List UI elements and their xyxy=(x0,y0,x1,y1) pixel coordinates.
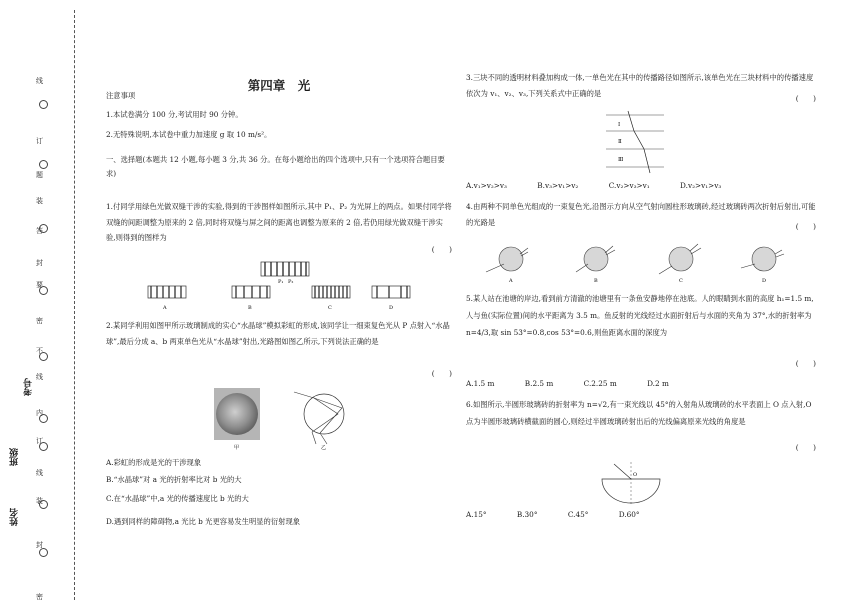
q6-option-d: D.60° xyxy=(618,510,640,519)
binding-hole-icon xyxy=(39,548,48,557)
binding-char: 内 xyxy=(36,409,43,417)
field-exam-number: 考号 xyxy=(24,378,34,396)
q3-option-c: C.v₂>v₃>v₁ xyxy=(608,181,650,190)
answer-paren-6: ( ) xyxy=(795,443,816,452)
q3-options xyxy=(466,180,749,191)
q2-label-jia: 甲 xyxy=(234,445,240,451)
binding-char: 线 xyxy=(36,77,43,85)
answer-paren-3: ( ) xyxy=(795,94,816,103)
binding-char: 封 xyxy=(36,259,43,267)
notice-heading: 注意事项 xyxy=(106,91,136,100)
layer-3: Ⅲ xyxy=(618,157,624,163)
q5-option-a: A.1.5 m xyxy=(466,379,495,388)
binding-hole-icon xyxy=(39,442,48,451)
q1-label-d: D xyxy=(389,305,394,311)
q6-figure xyxy=(596,462,666,504)
binding-char: 线 xyxy=(36,373,43,381)
question-6-text: 6.如图所示,半圆形玻璃砖的折射率为 n=√2,有一束光线以 45°的入射角从玻璃砖的水平表面上 O 点入射,O 点为半圆形玻璃砖横截面的圆心,则经过半圆玻璃砖射出后的光线偏离原来光线的角度是 xyxy=(466,400,812,426)
binding-hole-icon xyxy=(39,224,48,233)
q5-option-c: C.2.25 m xyxy=(583,379,617,388)
binding-char: 订 xyxy=(36,137,43,145)
q3-option-b: B.v₃>v₁>v₂ xyxy=(537,181,579,190)
binding-char: 密 xyxy=(36,593,43,601)
q1-original-pattern xyxy=(261,262,309,285)
binding-char: 不 xyxy=(36,347,43,355)
q6-option-a: A.15° xyxy=(466,510,487,519)
binding-hole-icon xyxy=(39,100,48,109)
binding-char: 题 xyxy=(36,171,43,179)
q1-figure xyxy=(106,262,452,310)
layer-2: Ⅱ xyxy=(618,139,622,145)
binding-char: 密 xyxy=(36,317,43,325)
binding-char: 订 xyxy=(36,437,43,445)
section-heading: 一、选择题(本题共 12 小题,每小题 3 分,共 36 分。在每小题给出的四个选项中,只有一个选项符合题目要求) xyxy=(106,155,445,178)
binding-hole-icon xyxy=(39,286,48,295)
q2-option-b: B.“水晶球”对 a 光的折射率比对 b 光的大 xyxy=(106,475,242,484)
binding-char: 装 xyxy=(36,197,43,205)
binding-char: 线 xyxy=(36,469,43,477)
q6-option-c: C.45° xyxy=(567,510,589,519)
binding-char: 要 xyxy=(36,281,43,289)
binding-char: 封 xyxy=(36,541,43,549)
binding-hole-icon xyxy=(39,352,48,361)
field-class: 班级 xyxy=(10,448,20,466)
q1-label-a: A xyxy=(163,305,167,311)
q3-option-a: A.v₁>v₂>v₃ xyxy=(466,181,507,190)
binding-char: 装 xyxy=(36,497,43,505)
notice-2: 2.无特殊说明,本试卷中重力加速度 g 取 10 m/s²。 xyxy=(106,130,272,139)
q2-option-d: D.遇到同样的障碍物,a 光比 b 光更容易发生明显的衍射现象 xyxy=(106,517,301,526)
binding-hole-icon xyxy=(39,414,48,423)
q3-option-d: D.v₂>v₁>v₃ xyxy=(680,181,722,190)
question-2-text: 2.某同学利用如图甲所示玻璃制成的实心“水晶球”模拟彩虹的形成,该同学让一细束复色光从 P 点射入“水晶球”,最后分成 a、b 两束单色光从“水晶球”射出,光路图如图乙所示,下列说法正确的是 xyxy=(106,321,450,346)
q2-label-yi: 乙 xyxy=(321,445,327,451)
question-5-text: 5.某人站在池塘的岸边,看到前方清澈的池塘里有一条鱼安静地停在池底。人的眼睛到水面的高度 h₁=1.5 m,人与鱼(实际位置)间的水平距离为 3.5 m。鱼反射的光线经过水面折射后与水面的夹角为 37°,水的折射率为 n=4/3,取 sin 53°=0.8,cos 53°=0.6,则鱼距离水面的深度为 xyxy=(466,294,814,337)
q1-p1: P₁ xyxy=(278,279,284,285)
answer-paren-2: ( ) xyxy=(431,369,452,378)
binding-char: 答 xyxy=(36,227,43,235)
answer-paren-4: ( ) xyxy=(795,222,816,231)
q5-option-d: D.2 m xyxy=(647,379,669,388)
q6-option-b: B.30° xyxy=(516,510,538,519)
q6-options xyxy=(466,509,668,520)
field-name: 姓名 xyxy=(10,508,20,526)
question-3-text: 3.三块不同的透明材料叠加构成一体,一单色光在其中的传播路径如图所示,该单色光在三块材料中的传播速度依次为 v₁、v₂、v₃,下列关系式中正确的是 xyxy=(466,73,814,98)
binding-hole-icon xyxy=(39,160,48,169)
q1-label-c: C xyxy=(328,305,332,311)
q2-option-a: A.彩虹的形成是光的干涉现象 xyxy=(106,458,202,467)
question-4-text: 4.由两种不同单色光组成的一束复色光,沿图示方向从空气射向圆柱形玻璃砖,经过玻璃砖两次折射后射出,可能的光路是 xyxy=(466,202,816,227)
q4-label-d: D xyxy=(762,278,767,284)
answer-paren-5: ( ) xyxy=(795,359,816,368)
q4-label-c: C xyxy=(679,278,683,284)
q3-figure xyxy=(606,111,666,175)
q6-point-o: O xyxy=(633,472,638,478)
page-title: 第四章 光 xyxy=(247,78,311,93)
layer-1: Ⅰ xyxy=(618,122,621,128)
binding-margin xyxy=(0,0,95,608)
cut-line xyxy=(74,10,75,600)
q4-label-a: A xyxy=(509,278,513,284)
q2-option-c: C.在“水晶球”中,a 光的传播速度比 b 光的大 xyxy=(106,494,249,503)
answer-paren-1: ( ) xyxy=(431,245,452,254)
binding-hole-icon xyxy=(39,500,48,509)
q1-p2: P₂ xyxy=(288,279,294,285)
question-1-text: 1.付同学用绿色光做双缝干涉的实验,得到的干涉图样如图所示,其中 P₁、P₂ 为光屏上的两点。如果付同学将双缝的间距调整为原来的 2 倍,同时将双缝与屏之间的距离也调整为原来的 2 倍,若仍用绿光做双缝干涉实验,则得到的图样为 xyxy=(106,202,452,243)
notice-1: 1.本试卷满分 100 分,考试用时 90 分钟。 xyxy=(106,110,243,119)
q5-option-b: B.2.5 m xyxy=(524,379,554,388)
q5-options xyxy=(466,378,697,389)
q2-figure xyxy=(106,386,452,452)
q4-figure xyxy=(466,238,816,286)
q4-label-b: B xyxy=(594,278,598,284)
q1-label-b: B xyxy=(248,305,252,311)
